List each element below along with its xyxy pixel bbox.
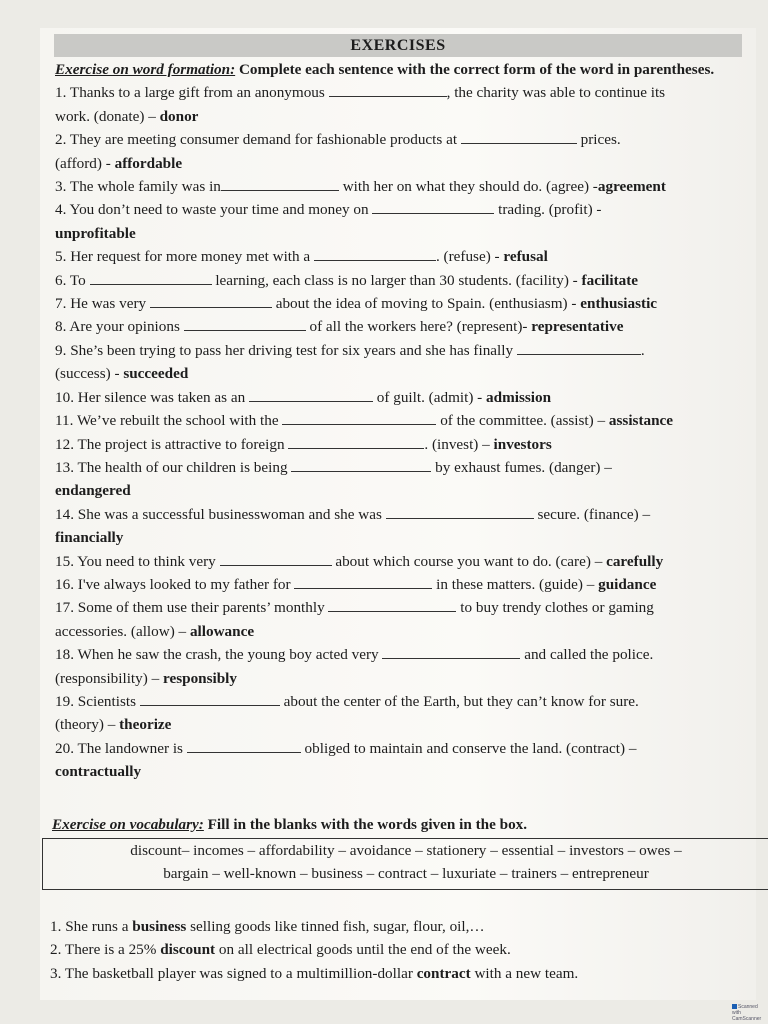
- answer-blank[interactable]: [140, 704, 280, 706]
- answer-text: enthusiastic: [580, 295, 658, 313]
- answer-text: donor: [159, 107, 199, 125]
- item-14: 14. She was a successful businesswoman and she was secure. (finance) –: [55, 505, 651, 523]
- item-17: 17. Some of them use their parents’ monthly to buy trendy clothes or gaming: [55, 599, 654, 617]
- answer-text: contractually: [55, 763, 142, 781]
- answer-text: affordable: [114, 154, 183, 172]
- item-2-cont: (afford) - affordable: [55, 154, 183, 172]
- item-5: 5. Her request for more money met with a . (refuse) - refusal: [55, 248, 548, 266]
- answer-text: investors: [493, 435, 552, 453]
- answer-blank[interactable]: [517, 353, 641, 355]
- answer-text: refusal: [503, 248, 548, 266]
- word-formation-section: [55, 58, 755, 784]
- answer-text: contract: [416, 964, 471, 982]
- answer-blank[interactable]: [461, 142, 577, 144]
- item-20-cont: [55, 760, 755, 783]
- item-6: 6. To learning, each class is no larger than 30 students. (facility) - facilitate: [55, 271, 639, 289]
- item-2: 2. They are meeting consumer demand for fashionable products at prices.: [55, 131, 621, 149]
- exercises-header: [54, 34, 742, 57]
- answer-blank[interactable]: [249, 400, 373, 402]
- answer-text: financially: [55, 529, 124, 547]
- item-8: 8. Are your opinions of all the workers here? (represent)- representative: [55, 318, 624, 336]
- item-16: 16. I've always looked to my father for in these matters. (guide) – guidance: [55, 575, 657, 593]
- answer-blank[interactable]: [220, 564, 332, 566]
- answer-blank[interactable]: [314, 259, 436, 261]
- vocabulary-heading: Exercise on vocabulary: Fill in the blanks with the words given in the box.: [52, 816, 528, 833]
- answer-text: business: [132, 918, 187, 935]
- answer-text: discount: [160, 941, 216, 959]
- answer-blank[interactable]: [288, 447, 424, 449]
- item-19-cont: (theory) – theorize: [55, 716, 172, 734]
- answer-text: admission: [486, 388, 552, 406]
- answer-text: assistance: [608, 412, 674, 430]
- answer-blank[interactable]: [382, 657, 520, 659]
- exercises-title: EXERCISES: [350, 37, 446, 54]
- item-1: 1. Thanks to a large gift from an anonymous , the charity was able to continue its: [55, 84, 666, 102]
- item-9-cont: (success) - succeeded: [55, 365, 189, 383]
- word-box: [42, 838, 768, 890]
- word-formation-heading: Exercise on word formation: Complete each sentence with the correct form of the word in parentheses.: [55, 61, 715, 78]
- vocab-sentence-3: 3. The basketball player was signed to a multimillion-dollar contract with a new team.: [50, 964, 579, 982]
- answer-blank[interactable]: [90, 283, 212, 285]
- answer-blank[interactable]: [328, 610, 456, 612]
- item-3: 3. The whole family was in with her on what they should do. (agree) -agreement: [55, 178, 666, 196]
- answer-blank[interactable]: [282, 423, 436, 425]
- word-box-row-1: discount– incomes – affordability – avoidance – stationery – essential – investors – owes –: [130, 842, 682, 859]
- answer-text: facilitate: [581, 271, 639, 289]
- item-1-cont: work. (donate) – donor: [55, 107, 199, 125]
- vocab-sentence-2: 2. There is a 25% discount on all electrical goods until the end of the week.: [50, 941, 511, 959]
- answer-text: succeeded: [123, 365, 189, 383]
- answer-blank[interactable]: [291, 470, 431, 472]
- item-13: 13. The health of our children is being by exhaust fumes. (danger) –: [55, 458, 612, 476]
- word-box-row-2: bargain – well-known – business – contract – luxuriate – trainers – entrepreneur: [163, 865, 649, 882]
- vocab-sentence-1: 1. She runs a business selling goods like tinned fish, sugar, flour, oil,…: [50, 918, 485, 935]
- camscanner-logo: Scanned with CamScanner: [732, 1004, 762, 1022]
- item-11: 11. We’ve rebuilt the school with the of the committee. (assist) – assistance: [55, 412, 674, 430]
- vocabulary-sentences: [50, 915, 578, 985]
- item-17-cont: accessories. (allow) – allowance: [55, 622, 255, 640]
- item-13-cont: [55, 479, 755, 502]
- answer-blank[interactable]: [150, 306, 272, 308]
- answer-blank[interactable]: [329, 95, 447, 97]
- item-18: 18. When he saw the crash, the young boy acted very and called the police.: [55, 646, 654, 664]
- camscanner-icon: [732, 1004, 737, 1009]
- answer-blank[interactable]: [294, 587, 432, 589]
- answer-blank[interactable]: [184, 329, 306, 331]
- answer-blank[interactable]: [221, 189, 339, 191]
- item-4-cont: [55, 222, 755, 245]
- item-19: 19. Scientists about the center of the Earth, but they can’t know for sure.: [55, 692, 639, 710]
- answer-blank[interactable]: [187, 751, 301, 753]
- item-12: 12. The project is attractive to foreign . (invest) – investors: [55, 435, 552, 453]
- item-18-cont: (responsibility) – responsibly: [55, 669, 237, 687]
- item-10: 10. Her silence was taken as an of guilt. (admit) - admission: [55, 388, 552, 406]
- answer-text: theorize: [119, 716, 172, 734]
- answer-blank[interactable]: [386, 517, 534, 519]
- item-4: 4. You don’t need to waste your time and money on trading. (profit) -: [55, 201, 602, 219]
- answer-text: representative: [531, 318, 624, 336]
- item-9: 9. She’s been trying to pass her driving test for six years and she has finally .: [55, 341, 645, 359]
- item-14-cont: [55, 526, 755, 549]
- answer-text: agreement: [597, 178, 666, 196]
- item-20: 20. The landowner is obliged to maintain and conserve the land. (contract) –: [55, 739, 637, 757]
- answer-text: carefully: [606, 552, 664, 570]
- answer-text: endangered: [55, 482, 131, 500]
- answer-text: allowance: [189, 622, 255, 640]
- answer-text: unprofitable: [55, 224, 136, 242]
- item-7: 7. He was very about the idea of moving to Spain. (enthusiasm) - enthusiastic: [55, 295, 658, 313]
- answer-text: responsibly: [163, 669, 237, 687]
- answer-text: guidance: [598, 575, 657, 593]
- item-15: 15. You need to think very about which course you want to do. (care) – carefully: [55, 552, 664, 570]
- answer-blank[interactable]: [372, 212, 494, 214]
